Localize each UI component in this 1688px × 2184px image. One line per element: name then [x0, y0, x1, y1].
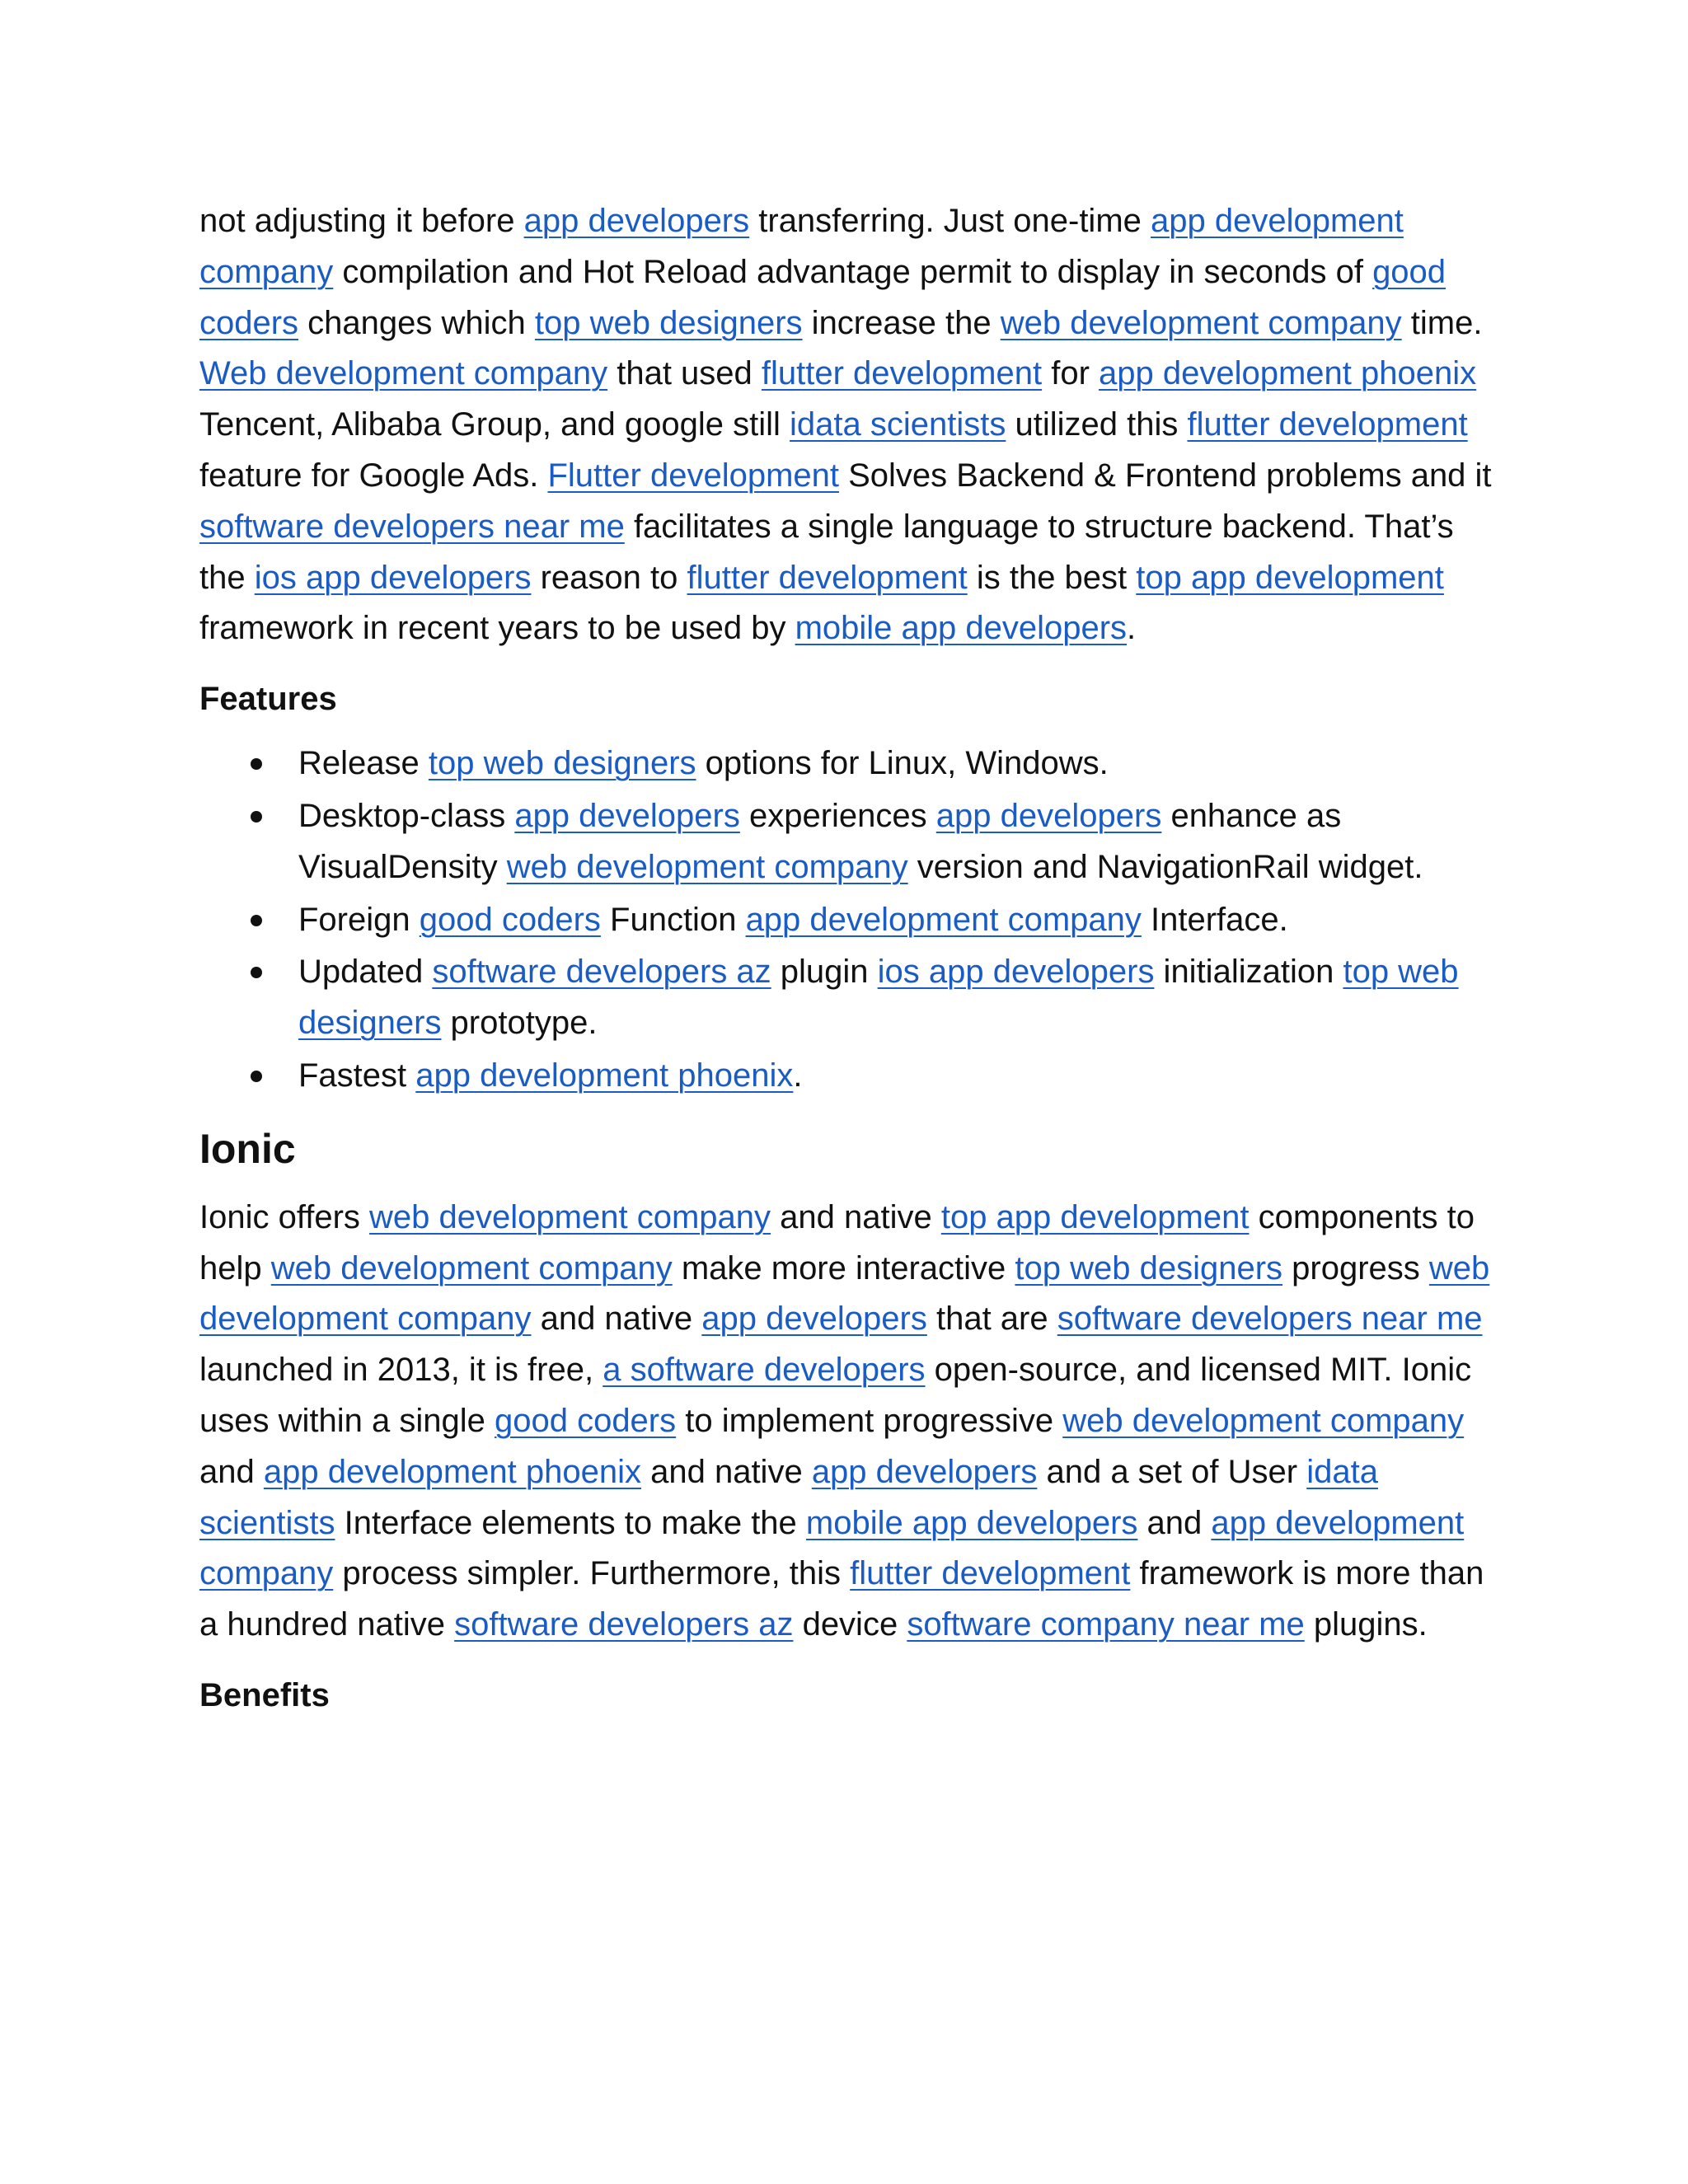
text-run: version and NavigationRail widget.	[907, 848, 1423, 885]
inline-link[interactable]: a software developers	[603, 1352, 926, 1389]
text-run: enhance as VisualDensity	[298, 797, 1342, 885]
text-run: Fastest	[298, 1057, 416, 1094]
text-run: initialization	[1154, 954, 1343, 991]
ionic-paragraph	[199, 1193, 1492, 1651]
text-run: open-source, and licensed MIT. Ionic uses within a single	[199, 1352, 1472, 1439]
list-item	[298, 1051, 1492, 1102]
inline-link[interactable]: top app development	[940, 1198, 1250, 1235]
text-run: reason to	[531, 559, 687, 596]
inline-link[interactable]: ios app developers	[877, 954, 1155, 991]
text-run: experiences	[739, 797, 936, 834]
inline-link[interactable]: app developers	[701, 1301, 927, 1338]
inline-link[interactable]: top app development	[1136, 559, 1444, 596]
inline-link[interactable]: web development company	[506, 848, 908, 885]
text-run: plugin	[771, 954, 878, 991]
inline-link[interactable]: top web designers	[534, 304, 803, 341]
text-run: Desktop-class	[298, 797, 515, 834]
bullet-icon	[251, 915, 262, 926]
text-run: framework is more than a hundred native	[199, 1555, 1484, 1643]
list-item	[298, 738, 1492, 790]
inline-link[interactable]: idata scientists	[199, 1453, 1378, 1541]
text-run: Function	[600, 901, 746, 938]
text-run: Tencent, Alibaba Group, and google still	[199, 406, 790, 443]
inline-link[interactable]: web development company	[199, 1249, 1490, 1338]
list-item	[298, 791, 1492, 893]
text-run: Ionic offers	[199, 1198, 370, 1235]
inline-link[interactable]: top web designers	[1015, 1249, 1283, 1286]
text-run: framework in recent years to be used by	[199, 610, 795, 647]
text-run: not adjusting it before	[199, 203, 524, 239]
text-run: options for Linux, Windows.	[696, 745, 1109, 782]
list-item	[298, 895, 1492, 946]
text-run: Solves Backend & Frontend problems and it	[839, 457, 1492, 494]
text-run: components to help	[199, 1198, 1475, 1286]
inline-link[interactable]: app development company	[745, 901, 1142, 938]
inline-link[interactable]: software developers near me	[1057, 1301, 1483, 1338]
inline-link[interactable]: app developers	[523, 203, 750, 239]
text-run: Interface.	[1141, 901, 1288, 938]
text-run: .	[1127, 610, 1137, 647]
inline-link[interactable]: Flutter development	[547, 457, 839, 494]
inline-link[interactable]: idata scientists	[790, 406, 1006, 443]
inline-link[interactable]: mobile app developers	[795, 610, 1128, 647]
text-run: compilation and Hot Reload advantage permit to display in seconds of	[333, 253, 1373, 290]
text-run: Updated	[298, 954, 433, 991]
inline-link[interactable]: top web designers	[428, 745, 696, 782]
features-heading: Features	[199, 681, 337, 718]
text-run: Release	[298, 745, 429, 782]
text-run: utilized this	[1006, 406, 1188, 443]
text-run: feature for Google Ads.	[199, 457, 548, 494]
inline-link[interactable]: flutter development	[687, 559, 968, 596]
text-run: make more interactive	[672, 1249, 1015, 1286]
text-run: .	[793, 1057, 803, 1094]
inline-link[interactable]: app developers	[514, 797, 740, 834]
inline-link[interactable]: app development phoenix	[263, 1453, 641, 1490]
text-run: launched in 2013, it is free,	[199, 1352, 603, 1389]
inline-link[interactable]: flutter development	[761, 355, 1043, 392]
text-run: for	[1042, 355, 1100, 392]
text-run: is the best	[967, 559, 1137, 596]
features-list	[199, 738, 1492, 1102]
inline-link[interactable]: web development company	[1000, 304, 1402, 341]
text-run: and	[1137, 1504, 1212, 1541]
inline-link[interactable]: software developers near me	[199, 508, 625, 545]
text-run: and native	[771, 1198, 941, 1235]
inline-link[interactable]: software company near me	[907, 1606, 1305, 1643]
inline-link[interactable]: ios app developers	[254, 559, 532, 596]
text-run: that are	[926, 1301, 1057, 1338]
text-run: progress	[1282, 1249, 1429, 1286]
text-run: and native	[531, 1301, 702, 1338]
list-item	[298, 947, 1492, 1049]
inline-link[interactable]: app development company	[199, 1504, 1465, 1592]
inline-link[interactable]: flutter development	[1187, 406, 1468, 443]
text-run: changes which	[298, 304, 535, 341]
text-run: and a set of User	[1037, 1453, 1307, 1490]
bullet-icon	[251, 758, 262, 770]
text-run: prototype.	[441, 1005, 598, 1042]
inline-link[interactable]: good coders	[199, 253, 1447, 341]
ionic-heading: Ionic	[199, 1125, 296, 1172]
inline-link[interactable]: app developers	[935, 797, 1162, 834]
text-run: device	[793, 1606, 907, 1643]
text-run: increase the	[802, 304, 1001, 341]
bullet-icon	[251, 1071, 262, 1082]
inline-link[interactable]: web development company	[270, 1249, 673, 1286]
text-run: to implement progressive	[676, 1402, 1063, 1439]
inline-link[interactable]: software developers az	[432, 954, 771, 991]
inline-link[interactable]: mobile app developers	[805, 1504, 1138, 1541]
text-run: transferring. Just one-time	[749, 203, 1151, 239]
inline-link[interactable]: top web designers	[298, 954, 1459, 1042]
inline-link[interactable]: web development company	[1062, 1402, 1465, 1439]
text-run: time.	[1401, 304, 1483, 341]
inline-link[interactable]: app developers	[811, 1453, 1038, 1490]
bullet-icon	[251, 811, 262, 823]
inline-link[interactable]: Web development company	[199, 355, 608, 392]
inline-link[interactable]: web development company	[369, 1198, 771, 1235]
inline-link[interactable]: good coders	[419, 901, 601, 938]
intro-paragraph	[199, 196, 1492, 654]
text-run: and	[199, 1453, 264, 1490]
text-run: facilitates a single language to structure backend. That’s the	[199, 508, 1454, 596]
bullet-icon	[251, 967, 262, 978]
text-run: and native	[640, 1453, 812, 1490]
inline-link[interactable]: app development phoenix	[415, 1057, 794, 1094]
text-run: process simpler. Furthermore, this	[333, 1555, 851, 1592]
text-run: that used	[607, 355, 762, 392]
benefits-heading: Benefits	[199, 1676, 330, 1713]
text-run: Foreign	[298, 901, 420, 938]
text-run: plugins.	[1304, 1606, 1428, 1643]
text-run: Interface elements to make the	[335, 1504, 806, 1541]
inline-link[interactable]: flutter development	[850, 1555, 1131, 1592]
inline-link[interactable]: software developers az	[454, 1606, 794, 1643]
inline-link[interactable]: app development company	[199, 203, 1404, 290]
inline-link[interactable]: good coders	[494, 1402, 677, 1439]
inline-link[interactable]: app development phoenix	[1099, 355, 1477, 392]
